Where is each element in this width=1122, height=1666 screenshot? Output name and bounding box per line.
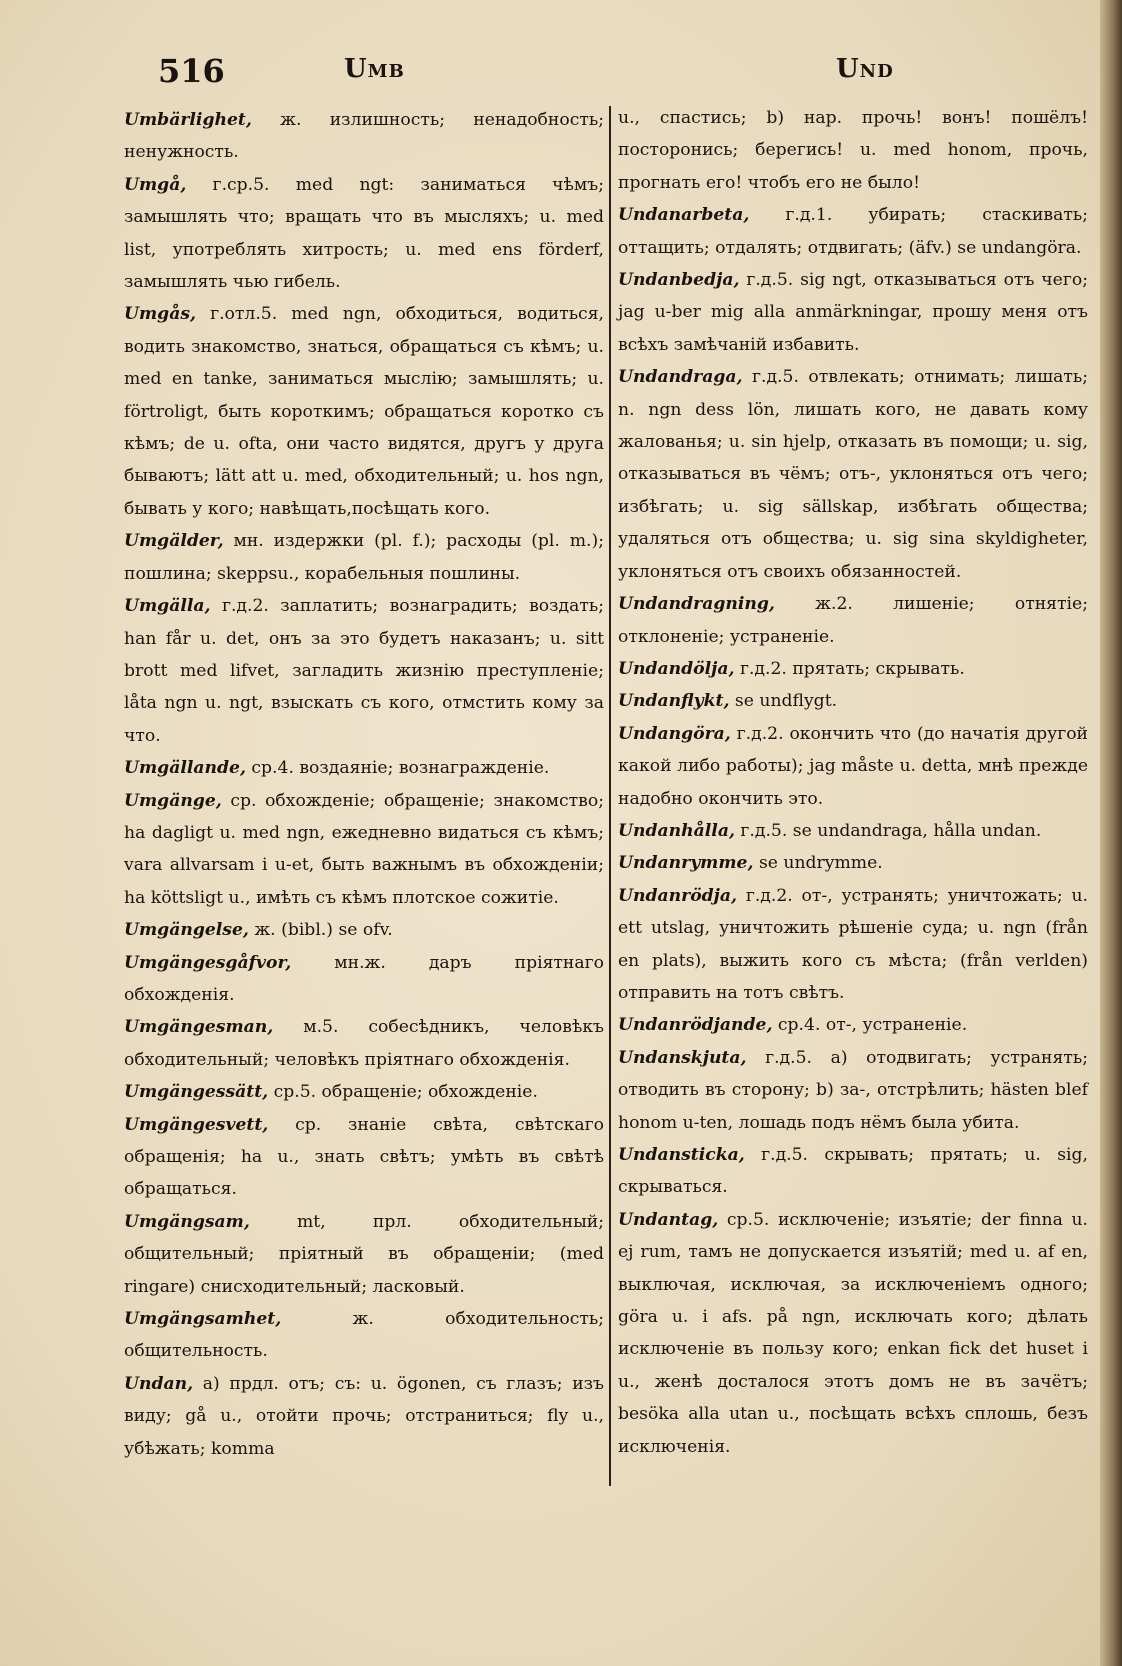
definition: г.д.2. заплатить; вознаградить; воздать; han får u. det, онъ за это будетъ наказанъ; u. sitt brott med lifvet, загладить жизнію преступленіе; låta ngn u. ngt, взыскать съ кого, отмстить кому за что.: [124, 596, 604, 746]
dictionary-entry: [618, 1009, 1088, 1041]
definition: u., спастись; b) нар. прочь! вонъ! пошёлъ! посторонись; берегись! u. med honom, прочь, прогнать его! чтобъ его не было!: [618, 108, 1088, 193]
dictionary-entry: [124, 785, 604, 915]
definition: ж. (bibl.) se ofv.: [248, 920, 393, 941]
headword: Undanrödja,: [618, 885, 738, 906]
headword: Umgälla,: [124, 596, 211, 617]
dictionary-entry: [124, 1076, 604, 1108]
page-header: [0, 48, 1122, 96]
dictionary-entry: [618, 685, 1088, 717]
definition: г.отл.5. med ngn, обходиться, водиться, водить знакомство, знаться, обращаться съ кѣмъ; u. med en tanke, заниматься мыслію; замышлять; u. förtroligt, быть короткимъ; обращаться коротко съ кѣмъ; de u. ofta, они часто видятся, другъ у друга бываютъ; lätt att u. med, обходительный; u. hos ngn, бывать у кого; навѣщать,посѣщать кого.: [124, 304, 604, 519]
right-guide-word: Und: [836, 54, 894, 84]
headword: Undantag,: [618, 1209, 719, 1230]
definition: г.д.5. se undandraga, hålla undan.: [734, 820, 1042, 841]
dictionary-entry: [124, 914, 604, 946]
dictionary-entry: [124, 1368, 604, 1465]
dictionary-entry: [618, 1042, 1088, 1139]
definition: ср. обхожденіе; обращеніе; знакомство; ha dagligt u. med ngn, ежедневно видаться съ кѣмъ; vara allvarsam i u-et, быть важнымъ въ обхожденіи; ha köttsligt u., имѣть съ кѣмъ плотское сожитіе.: [124, 790, 604, 908]
dictionary-entry: [618, 1204, 1088, 1463]
definition: г.д.1. убирать; стаскивать; оттащить; отдалять; отдвигать; (äfv.) se undangöra.: [618, 205, 1088, 258]
dictionary-entry: [618, 653, 1088, 685]
definition: ж. излишность; ненадобность; ненужность.: [124, 110, 604, 163]
headword: Umgänge,: [124, 790, 222, 811]
dictionary-entry: [618, 880, 1088, 1010]
left-guide-word: Umb: [344, 54, 405, 84]
dictionary-entry-continued: [618, 102, 1088, 199]
headword: Undanhålla,: [618, 820, 735, 841]
dictionary-entry: [618, 1139, 1088, 1204]
definition: г.д.5. sig ngt, отказываться отъ чего; jag u-ber mig alla anmärkningar, прошу меня отъ всѣхъ замѣчаній избавить.: [618, 270, 1088, 355]
dictionary-entry: [618, 588, 1088, 653]
definition: г.д.2. прятать; скрывать.: [734, 658, 965, 679]
definition: г.д.2. от-, устранять; уничтожать; u. ett utslag, уничтожить рѣшеніе суда; u. ngn (från en plats), выжить кого съ мѣста; (från verlden) отправить на тотъ свѣтъ.: [618, 885, 1088, 1003]
dictionary-entry: [124, 298, 604, 525]
dictionary-entry: [124, 1109, 604, 1206]
dictionary-entry: [124, 525, 604, 590]
headword: Umgällande,: [124, 758, 246, 779]
definition: ср.4. от-, устраненіе.: [772, 1015, 968, 1036]
definition: мн.ж. даръ пріятнаго обхожденія.: [124, 952, 604, 1005]
page-number: 516: [158, 52, 225, 90]
book-spine-edge: [1100, 0, 1122, 1666]
dictionary-entry: [618, 847, 1088, 879]
definition: г.д.5. скрывать; прятать; u. sig, скрываться.: [618, 1145, 1088, 1198]
headword: Umgängelse,: [124, 920, 249, 941]
definition: mt, прл. обходительный; общительный; пріятный въ обращеніи; (med ringare) снисходительный; ласковый.: [124, 1211, 604, 1297]
headword: Undandölja,: [618, 658, 735, 679]
headword: Undandraga,: [618, 367, 743, 388]
dictionary-entry: [124, 1011, 604, 1076]
headword: Umgå,: [124, 174, 187, 195]
headword: Umgängsam,: [124, 1211, 250, 1232]
dictionary-entry: [124, 104, 604, 169]
definition: г.ср.5. med ngt: заниматься чѣмъ; замышлять что; вращать что въ мысляхъ; u. med list, употреблять хитрость; u. med ens förderf, замышлять чью гибель.: [124, 174, 604, 293]
dictionary-entry: [618, 199, 1088, 264]
headword: Undandragning,: [618, 594, 775, 615]
dictionary-entry: [124, 752, 604, 784]
headword: Undansticka,: [618, 1145, 745, 1165]
headword: Umgås,: [124, 304, 196, 325]
definition: м.5. собесѣдникъ, человѣкъ обходительный; человѣкъ пріятнаго обхожденія.: [124, 1017, 604, 1070]
definition: г.д.2. окончить что (до начатія другой какой либо работы); jag måste u. detta, мнѣ прежде надобно окончить это.: [618, 723, 1088, 809]
headword: Umgängesvett,: [124, 1114, 269, 1135]
headword: Umgälder,: [124, 531, 224, 552]
headword: Undanrödjande,: [618, 1015, 773, 1036]
dictionary-entry: [618, 718, 1088, 815]
definition: а) прдл. отъ; съ: u. ögonen, съ глазъ; изъ виду; gå u., отойти прочь; отстраниться; fly u., убѣжать; komma: [124, 1373, 604, 1459]
headword: Umbärlighet,: [124, 110, 252, 130]
dictionary-entry: [124, 590, 604, 752]
headword: Undangöra,: [618, 723, 731, 744]
definition: г.д.5. а) отодвигать; устранять; отводить въ сторону; b) за-, отстрѣлить; hästen blef honom u-ten, лошадь подъ нёмъ была убита.: [618, 1047, 1088, 1133]
dictionary-entry: [618, 361, 1088, 588]
dictionary-entry: [124, 1206, 604, 1303]
definition: г.д.5. отвлекать; отнимать; лишать; n. ngn dess lön, лишать кого, не давать кому жалованья; u. sin hjelp, отказать въ помощи; u. sig, отказываться въ чёмъ; отъ-, уклоняться отъ чего; избѣгать; u. sig sällskap, избѣгать общества; удаляться отъ общества; u. sig sina skyldigheter, уклоняться отъ своихъ обязанностей.: [618, 367, 1088, 582]
definition: ср.4. воздаяніе; вознагражденіе.: [245, 758, 550, 779]
headword: Umgängesman,: [124, 1017, 274, 1038]
headword: Undan,: [124, 1373, 194, 1394]
definition: ср.5. исключеніе; изъятіе; der finna u. ej rum, тамъ не допускается изъятій; med u. af en, выключая, исключая, за исключеніемъ одного; göra u. i afs. på ngn, исключать кого; дѣлать исключеніе въ пользу кого; enkan fick det huset i u., женѣ досталося этотъ домъ не въ зачётъ; besöka alla utan u., посѣщать всѣхъ сплошь, безъ исключенія.: [618, 1209, 1088, 1457]
dictionary-entry: [618, 815, 1088, 847]
column-divider: [609, 106, 611, 1486]
headword: Undanbedja,: [618, 270, 740, 291]
definition: мн. издержки (pl. f.); расходы (pl. m.); пошлина; skeppsu., корабельныя пошлины.: [124, 531, 604, 584]
headword: Umgängsamhet,: [124, 1309, 282, 1330]
headword: Umgängessätt,: [124, 1082, 269, 1103]
right-column: [618, 102, 1088, 1463]
headword: Undanskjuta,: [618, 1047, 747, 1068]
definition: ж. обходительность; общительность.: [124, 1309, 604, 1362]
definition: se undflygt.: [729, 691, 838, 712]
definition: ср. знаніе свѣта, свѣтскаго обращенія; ha u., знать свѣтъ; умѣть въ свѣтѣ обращаться.: [124, 1114, 604, 1200]
dictionary-entry: [124, 947, 604, 1012]
headword: Undanarbeta,: [618, 205, 750, 226]
definition: ж.2. лишеніе; отнятіе; отклоненіе; устраненіе.: [618, 594, 1088, 647]
headword: Undanrymme,: [618, 853, 754, 874]
left-column: [124, 104, 604, 1465]
headword: Undanflykt,: [618, 691, 730, 712]
definition: se undrymme.: [753, 853, 883, 874]
dictionary-entry: [618, 264, 1088, 361]
dictionary-entry: [124, 169, 604, 299]
definition: ср.5. обращеніе; обхожденіе.: [268, 1082, 538, 1103]
dictionary-entry: [124, 1303, 604, 1368]
headword: Umgängesgåfvor,: [124, 952, 292, 973]
